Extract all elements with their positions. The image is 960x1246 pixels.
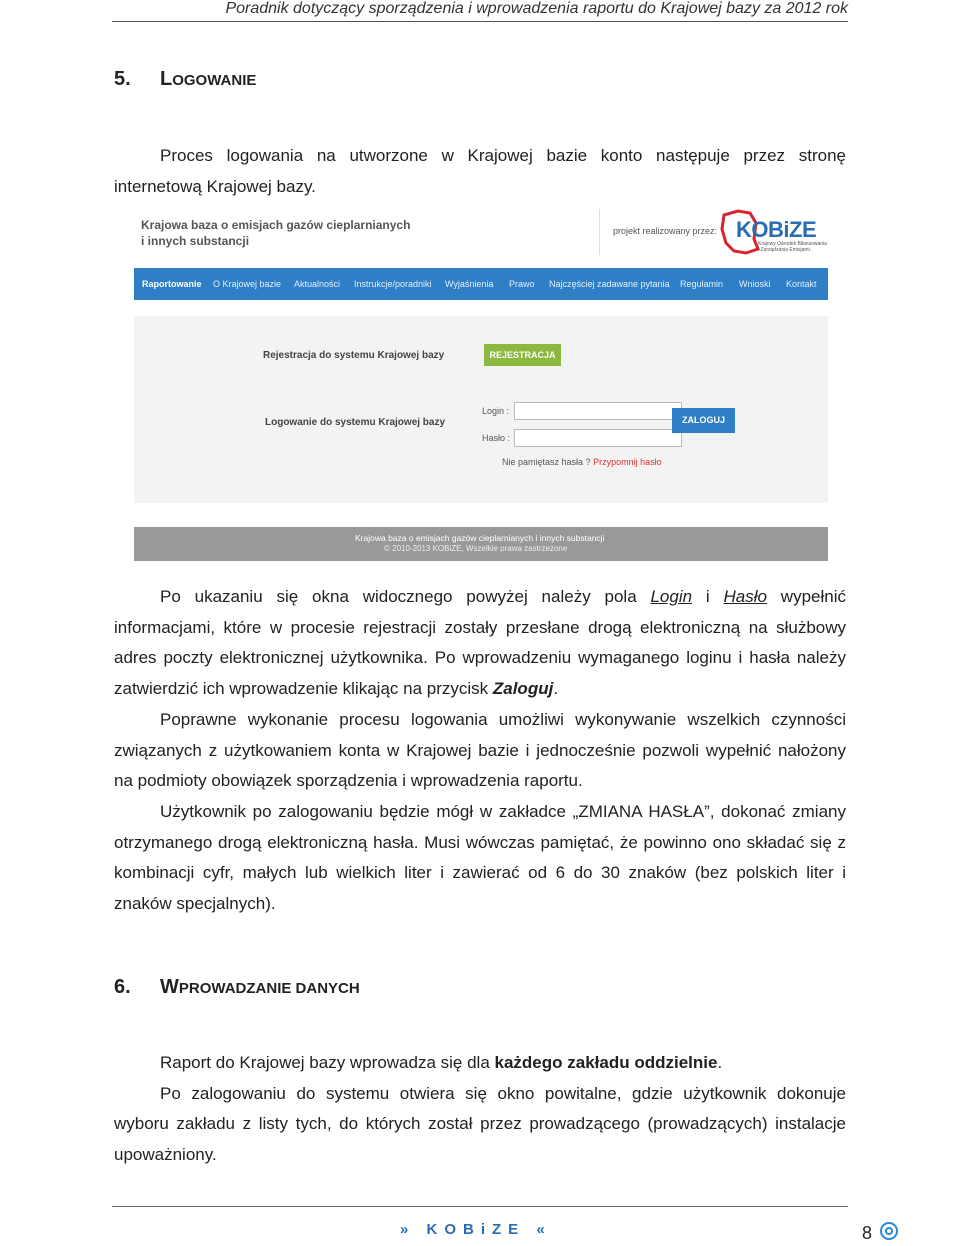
login-panel bbox=[134, 316, 828, 503]
login-button[interactable]: ZALOGUJ bbox=[672, 408, 735, 433]
logo-word: KOBiZE bbox=[736, 217, 817, 242]
p4-a: Raport do Krajowej bazy wprowadza się dla bbox=[160, 1053, 495, 1072]
paragraph-1 bbox=[114, 582, 846, 920]
nav-item-wnioski[interactable]: Wnioski bbox=[739, 279, 771, 289]
section-6-body bbox=[114, 1048, 846, 1171]
password-input[interactable] bbox=[514, 429, 682, 447]
forgot-password bbox=[502, 457, 662, 467]
p1-d: . bbox=[553, 679, 559, 699]
forgot-password-link[interactable]: Przypomnij hasło bbox=[593, 457, 662, 467]
section-title-rest: OGOWANIE bbox=[172, 72, 257, 89]
login-input[interactable] bbox=[514, 402, 682, 420]
p1-b: i bbox=[692, 587, 724, 606]
nav-item-wyjasnienia[interactable]: Wyjaśnienia bbox=[445, 279, 494, 289]
section-title-initial: L bbox=[160, 68, 173, 90]
section-title-rest: PROWADZANIE DANYCH bbox=[178, 980, 360, 997]
register-button[interactable]: REJESTRACJA bbox=[484, 344, 561, 366]
paragraph-4 bbox=[114, 1048, 846, 1079]
login-section-label: Logowanie do systemu Krajowej bazy bbox=[265, 417, 446, 428]
intro-paragraph bbox=[114, 141, 846, 202]
logo-subtitle bbox=[758, 241, 827, 253]
site-title bbox=[141, 217, 410, 249]
nav-item-regulamin[interactable]: Regulamin bbox=[680, 279, 724, 289]
page-footer-rule bbox=[112, 1206, 848, 1207]
p4-bold: każdego zakładu oddzielnie bbox=[494, 1053, 718, 1072]
site-footer-line2: © 2010-2013 KOBiZE, Wszelkie prawa zastrzeżone bbox=[384, 544, 568, 553]
header-title: Poradnik dotyczący sporządzenia i wprowadzenia raportu do Krajowej bazy za 2012 rok bbox=[225, 0, 848, 17]
p1-a: Po ukazaniu się okna widocznego powyżej należy pola bbox=[160, 587, 651, 606]
paragraph-3: Użytkownik po zalogowaniu będzie mógł w zakładce „ZMIANA HASŁA”, dokonać zmiany otrzymanego drogą elektroniczną hasła. Musi wówczas pamiętać, że powinno ono składać się z kombinacji cyfr, małych lub wielkich liter i zawierać od 6 do 30 znaków (bez polskich liter i znaków specjalnych). bbox=[114, 801, 846, 914]
main-nav bbox=[134, 268, 828, 300]
paragraph-2: Poprawne wykonanie procesu logowania umożliwi wykonywanie wszelkich czynności związanych z użytkowaniem konta w Krajowej bazie i jednocześnie pozwoli wypełnić nałożony na podmioty obowiązek sporządzenia i wprowadzenia raportu. bbox=[114, 709, 846, 791]
register-label: Rejestracja do systemu Krajowej bazy bbox=[263, 350, 445, 361]
nav-item-faq[interactable]: Najczęściej zadawane pytania bbox=[549, 279, 670, 289]
nav-item-prawo[interactable]: Prawo bbox=[509, 279, 535, 289]
nav-item-kontakt[interactable]: Kontakt bbox=[786, 279, 817, 289]
p1-haslo: Hasło bbox=[723, 587, 767, 606]
site-title-line1: Krajowa baza o emisjach gazów cieplarnianych bbox=[141, 218, 411, 232]
project-label: projekt realizowany przez: bbox=[613, 226, 718, 236]
header-divider bbox=[599, 209, 600, 255]
intro-text: Proces logowania na utworzone w Krajowej bazie konto następuje przez stronę internetową Krajowej bazy. bbox=[114, 146, 846, 196]
site-footer bbox=[134, 527, 828, 561]
page-number: 8 bbox=[862, 1223, 873, 1243]
p1-c: wypełnić informacjami, które w procesie rejestracji zostały przesłane drogą elektroniczną na służbowy adres poczty elektronicznej użytkownika. Po wprowadzeniu wymaganego loginu i hasła należy zatwierdzić ich wprowadzenie klikając na przycisk bbox=[114, 587, 846, 699]
p1-login: Login bbox=[650, 587, 693, 606]
p1-zaloguj: Zaloguj bbox=[492, 679, 554, 699]
section-title-initial: W bbox=[160, 976, 179, 998]
section-5-heading bbox=[114, 68, 256, 91]
logo-sub-line2: i Zarządzania Emisjami bbox=[758, 247, 810, 253]
p4-b: . bbox=[717, 1053, 723, 1072]
kobize-circle-icon bbox=[880, 1222, 898, 1240]
page-header bbox=[112, 0, 848, 22]
section-number: 5. bbox=[114, 68, 131, 90]
nav-item-instrukcje[interactable]: Instrukcje/poradniki bbox=[354, 279, 432, 289]
paragraph-5: Po zalogowaniu do systemu otwiera się okno powitalne, gdzie użytkownik dokonuje wyboru zakładu z listy tych, do których został przez prowadzącego (prowadzących) instalacje upoważniony. bbox=[114, 1083, 846, 1165]
logo-sub-line1: Krajowy Ośrodek Bilansowania bbox=[758, 241, 827, 247]
login-field-label: Login : bbox=[482, 406, 510, 416]
section-number: 6. bbox=[114, 976, 131, 998]
nav-item-raportowanie[interactable]: Raportowanie bbox=[142, 279, 202, 289]
section-6-heading bbox=[114, 976, 360, 999]
kobize-logo bbox=[720, 209, 828, 257]
nav-item-aktualnosci[interactable]: Aktualności bbox=[294, 279, 341, 289]
password-field-label: Hasło : bbox=[482, 433, 511, 443]
nav-item-o-krajowej-bazie[interactable]: O Krajowej bazie bbox=[213, 279, 282, 289]
site-title-line2: i innych substancji bbox=[141, 234, 250, 248]
paragraph-1-text bbox=[114, 582, 846, 705]
login-page-screenshot bbox=[134, 205, 828, 561]
footer-brand: » KOBiZE « bbox=[400, 1221, 552, 1238]
site-footer-line1: Krajowa baza o emisjach gazów cieplarnianych i innych substancji bbox=[355, 533, 605, 543]
forgot-text: Nie pamiętasz hasła ? bbox=[502, 457, 591, 467]
